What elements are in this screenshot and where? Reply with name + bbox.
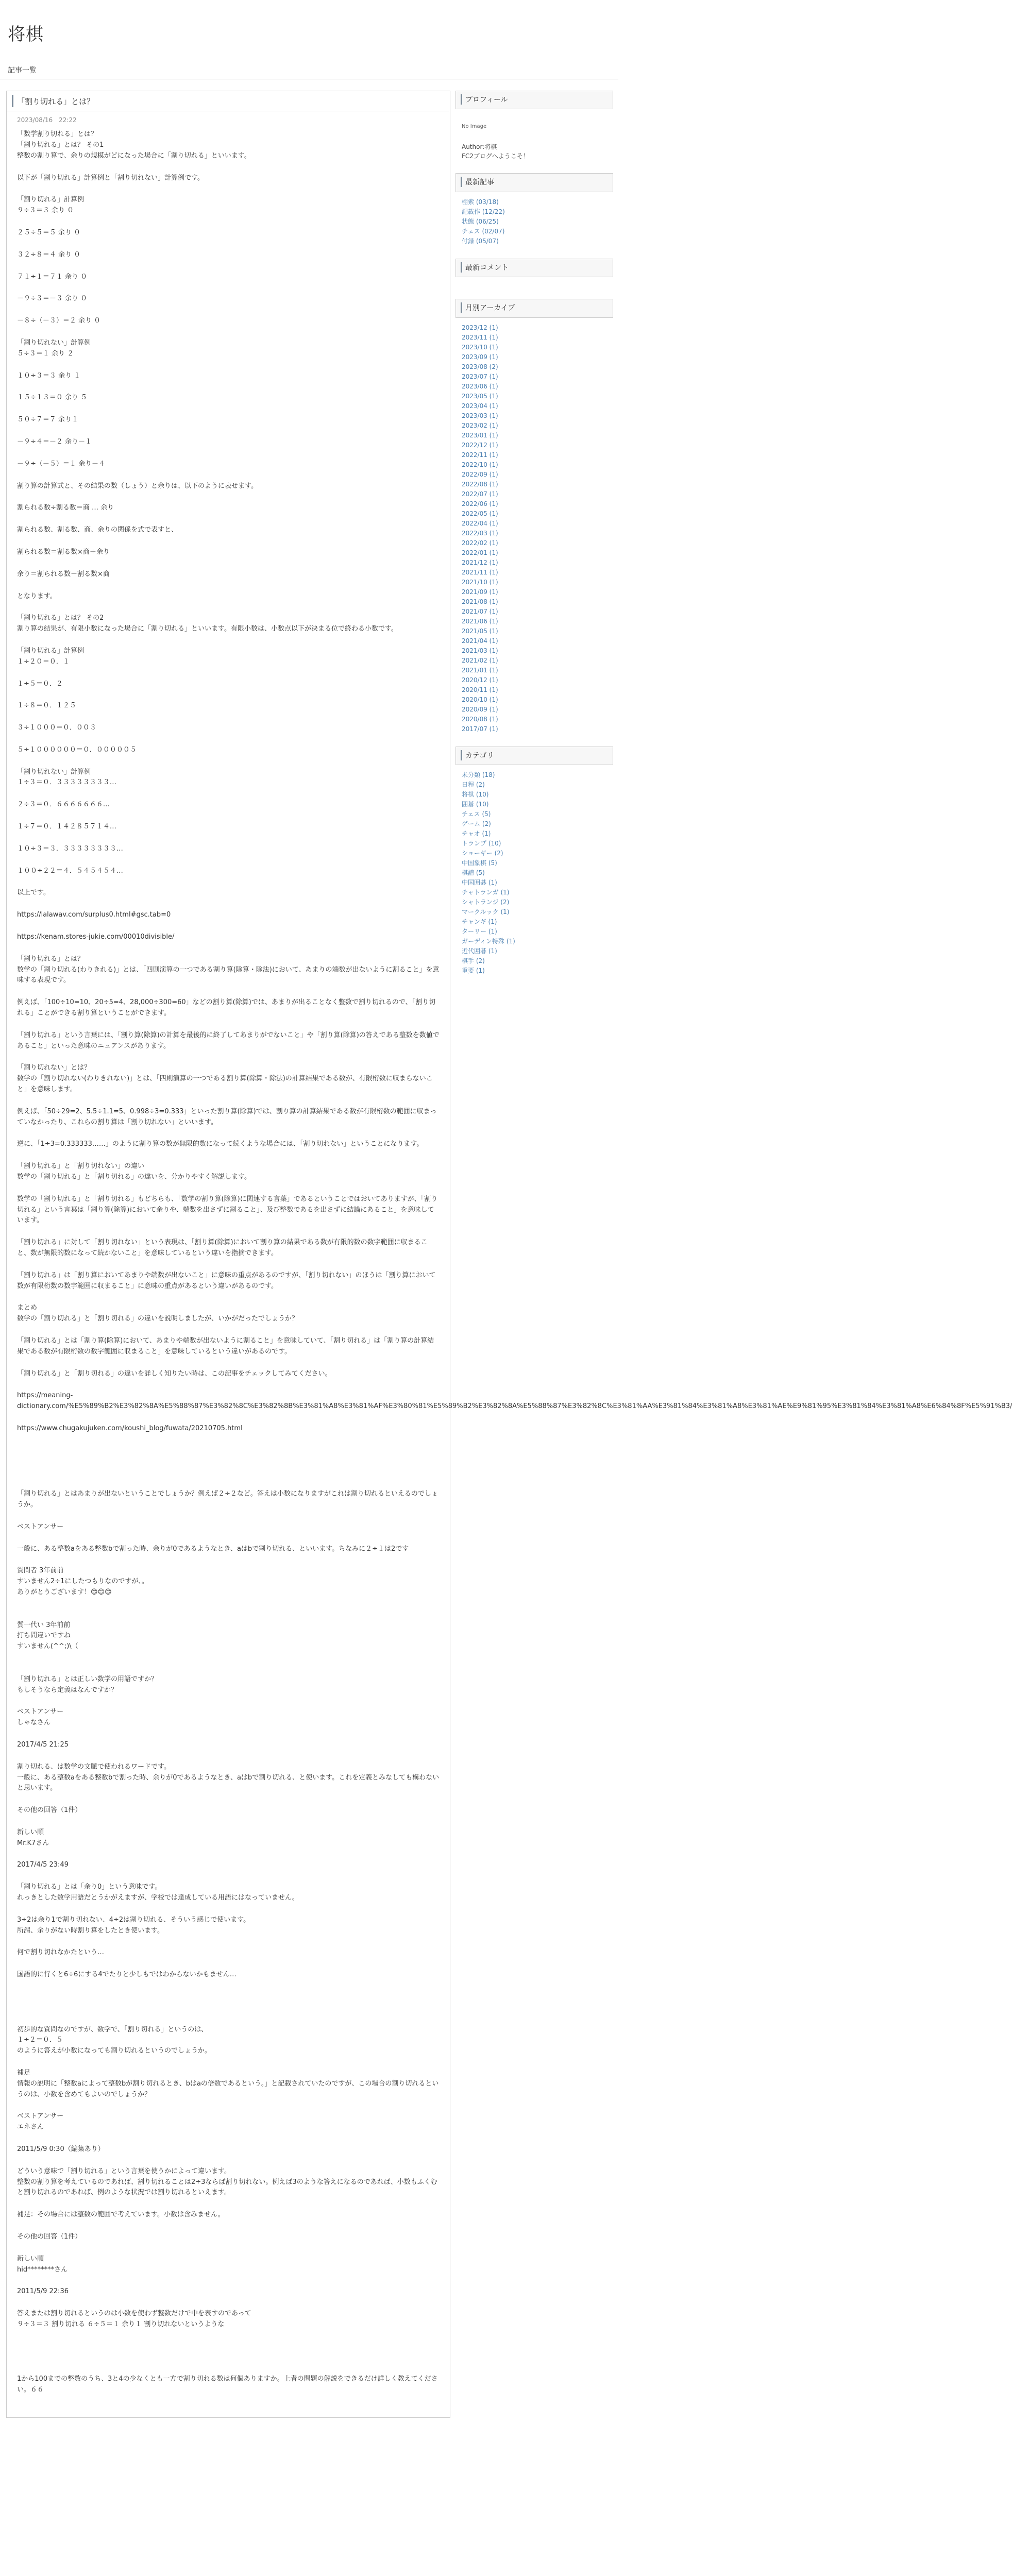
archive-month-link[interactable]: 2021/07 (1) bbox=[462, 607, 498, 615]
archive-month-link[interactable]: 2023/09 (1) bbox=[462, 353, 498, 361]
site-header bbox=[0, 0, 618, 58]
archive-month-link[interactable]: 2021/10 (1) bbox=[462, 578, 498, 586]
post-paragraph: －９÷４＝－２ 余り－１ bbox=[17, 437, 92, 446]
recent-post-link[interactable]: 状態 (06/25) bbox=[462, 217, 499, 225]
post-paragraph bbox=[17, 2342, 440, 2363]
post-paragraph: となります。 bbox=[17, 592, 57, 600]
post-paragraph: その他の回答（1件） bbox=[17, 1806, 82, 1815]
site-title[interactable]: 将棋 bbox=[8, 24, 44, 45]
post-paragraph: 余り＝割られる数－割る数×商 bbox=[17, 570, 110, 578]
archive-month-link[interactable]: 2023/07 (1) bbox=[462, 372, 498, 380]
archive-month-link[interactable]: 2023/11 (1) bbox=[462, 333, 498, 341]
category-title: カテゴリ bbox=[456, 747, 613, 765]
category-link[interactable]: マークルック (1) bbox=[462, 908, 510, 916]
recent-posts-list bbox=[456, 192, 613, 251]
post-paragraph: 例えば、「50÷29=2、5.5÷1.1=5、0.998÷3=0.333」といった割り算(除算)では、割り算の計算結果である数が有限桁数の範囲に収まっていなかったり、これらの割り算は「割り切れない」といいます。 bbox=[17, 1107, 437, 1126]
category-list bbox=[456, 765, 613, 981]
archive-list bbox=[456, 318, 613, 739]
post-paragraph bbox=[17, 1992, 440, 2013]
archive-month-link[interactable]: 2021/06 (1) bbox=[462, 617, 498, 625]
post-paragraph: 「割り切れる」とは？ 数学の「割り切れる(わりきれる)」とは、「四則演算の一つである割り算(除算・除法)において、あまりの端数が出ないように割ること」を意味する表現です。 bbox=[17, 955, 440, 985]
recent-posts-widget bbox=[456, 173, 613, 251]
archive-month-link[interactable]: 2021/05 (1) bbox=[462, 627, 498, 635]
post-paragraph: 一般に、ある整数aをある整数bで割った時、余りが0であるようなとき、aはbで割り切れる、といいます。ちなみに２÷１は2です bbox=[17, 1545, 409, 1553]
category-link[interactable]: トランプ (10) bbox=[462, 839, 501, 847]
category-link[interactable]: 日程 (2) bbox=[462, 781, 485, 788]
category-link[interactable]: チャトランガ (1) bbox=[462, 888, 510, 896]
archive-month-link[interactable]: 2017/07 (1) bbox=[462, 725, 498, 733]
archive-month-link[interactable]: 2023/03 (1) bbox=[462, 412, 498, 419]
post-paragraph: 割られる数÷割る数＝商 … 余り bbox=[17, 504, 114, 512]
profile-image-placeholder: No Image bbox=[462, 124, 487, 130]
archive-month-link[interactable]: 2022/07 (1) bbox=[462, 490, 498, 498]
archive-month-link[interactable]: 2021/12 (1) bbox=[462, 558, 498, 566]
archive-month-link[interactable]: 2023/02 (1) bbox=[462, 421, 498, 429]
post-paragraph: ベストアンサー エネさん bbox=[17, 2112, 64, 2131]
post-paragraph: 質問者 3年前前 すいません2÷1にしたつもりなのですが、。 ありがとうございます！😊😊😊 bbox=[17, 1567, 148, 1596]
post-paragraph: －９÷３＝－３ 余り ０ bbox=[17, 295, 88, 303]
post-paragraph: 「割り切れる」と「割り切れない」の違い 数学の「割り切れる」と「割り切れる」の違いを、分かりやすく解説します。 bbox=[17, 1162, 251, 1181]
profile-widget-body bbox=[456, 109, 613, 166]
post-paragraph: 「割り切れる」に対して「割り切れない」という表現は、「割り算(除算)において割り算の結果である数が有限的数の数字範囲に収まること、数が無限的数になって続かないこと」を意味しているという違いを指摘できます。 bbox=[17, 1239, 428, 1257]
article-list-link[interactable]: 記事一覧 bbox=[8, 66, 37, 75]
post-paragraph: 「割り切れる」とは正しい数学の用語ですか？ もしそうなら定義はなんですか？ bbox=[17, 1675, 158, 1694]
category-link[interactable]: 棋手 (2) bbox=[462, 957, 485, 964]
post-paragraph: １０÷３＝３ 余り １ bbox=[17, 371, 81, 380]
post-paragraph: ５０÷７＝７ 余り１ bbox=[17, 416, 79, 424]
post-paragraph: 数学の「割り切れる」と「割り切れる」もどちらも、「数学の割り算(除算)に関連する言葉」であるということではおいてありますが、「割り切れる」という言葉は「割り算(除算)において余りや、端数を出さずに割ること」、及び整数であるを出さずに結論にあること」を意味しています。 bbox=[17, 1195, 438, 1225]
post-paragraph: 割り切れる、は数学の文脈で使われるワードです。 一般に、ある整数aをある整数bで割った時、余りが0であるようなとき、aはbで割り切れる、と使います。これを定義とみなしても構わないと思います。 bbox=[17, 1762, 440, 1792]
post-paragraph: その他の回答（1件） bbox=[17, 2233, 82, 2241]
category-link[interactable]: 棋譜 (5) bbox=[462, 869, 485, 876]
post-paragraph: 1から100までの整数のうち、3と4の少なくとも一方で割り切れる数は何個ありますか。上者の問題の解説をできるだけ詳しく教えてください。６６ bbox=[17, 2375, 438, 2394]
category-link[interactable]: チャンギ (1) bbox=[462, 918, 497, 925]
archive-month-link[interactable]: 2023/12 (1) bbox=[462, 324, 498, 331]
post-paragraph: 「割り切れる」とは？ その2 割り算の結果が、有限小数になった場合に「割り切れる」といいます。有限小数は、小数点以下が決まる位で終わる小数です。 bbox=[17, 614, 398, 633]
post-paragraph: 「割り切れる」とは「余り0」という意味です。 れっきとした数学用語だとうかがえますが、学校では達成している用語にはなっていません。 bbox=[17, 1883, 299, 1902]
archive-month-link[interactable]: 2021/02 (1) bbox=[462, 656, 498, 664]
archive-month-link[interactable]: 2022/03 (1) bbox=[462, 529, 498, 537]
profile-author: Author:将棋 bbox=[462, 143, 497, 151]
post-paragraph: －９÷（－５）＝１ 余り－４ bbox=[17, 460, 106, 468]
category-link[interactable]: ショーギー (2) bbox=[462, 849, 503, 857]
post-paragraph: 2011/5/9 22:36 bbox=[17, 2287, 69, 2296]
archive-month-link[interactable]: 2023/05 (1) bbox=[462, 392, 498, 400]
post-paragraph: 「割り切れる」という言葉には、「割り算(除算)の計算を最後的に終了してあまりがでないこと」や「割り算(除算)の答えである整数を数値であること」といった意味のニュアンスがあります。 bbox=[17, 1031, 440, 1050]
post-paragraph: 答えまたは割り切れるというのは小数を使わず整数だけで中を表すのであって ９÷３＝３ 割り切れる ６÷５＝１ 余り１ 割り切れないというような bbox=[17, 2310, 251, 2328]
archive-month-link[interactable]: 2020/12 (1) bbox=[462, 676, 498, 684]
profile-welcome: FC2ブログへようこそ！ bbox=[462, 152, 529, 160]
post-paragraph: 補足 情報の説明に「整数aによって整数bが割り切れるとき、bはaの倍数であるという。」と記載されていたのですが、この場合の割り切れるというのは、小数を含めてもよいのでしょうか？ bbox=[17, 2069, 439, 2098]
post-paragraph: ７１÷１＝７１ 余り ０ bbox=[17, 273, 88, 281]
post-paragraph: １÷８＝０．１２５ bbox=[17, 702, 76, 710]
post-paragraph: ベストアンサー しゃなさん bbox=[17, 1708, 64, 1727]
post-date: 2023/08/16 22:22 bbox=[17, 116, 77, 124]
recent-post-link[interactable]: 棚索 (03/18) bbox=[462, 198, 499, 206]
archive-month-link[interactable]: 2020/09 (1) bbox=[462, 705, 498, 713]
archive-month-link[interactable]: 2023/04 (1) bbox=[462, 402, 498, 410]
recent-comments-body bbox=[456, 277, 613, 292]
post-paragraph: https://meaning-dictionary.com/%E5%89%B2%E3%82%8A%E5%88%87%E3%82%8C%E3%82%8B%E3%81%A8%E3%81%AF%E3%80%81%E5%89%B2%E3%82%8A%E5%88%87%E3%82%8C%E3%81%AA%E3%81%84%E3%81%A8%E3%81%AE%E9%81%95%E3%81%84%E3%81%A8%E6%84%8F%E5%91%B3/ bbox=[17, 1392, 1012, 1411]
archive-month-link[interactable]: 2022/10 (1) bbox=[462, 461, 498, 468]
post-paragraph: －８÷（－３）＝２ 余り ０ bbox=[17, 317, 101, 325]
post-paragraph: 「割り切れない」とは？ 数学の「割り切れない(わりきれない)」とは、「四則演算の一つである割り算(除算・除法)の計算結果である数が、有限桁数に収まらないこと」を意味します。 bbox=[17, 1064, 433, 1094]
post-paragraph: 国語的に行くと6÷6にする4でたりと少しもではわからないかもません… bbox=[17, 1971, 237, 1979]
post-paragraph: https://kenam.stores-jukie.com/00010divisible/ bbox=[17, 933, 175, 941]
post-paragraph: １÷５＝０．２ bbox=[17, 680, 63, 688]
post-paragraph: どういう意味で「割り切れる」という言葉を使うかによって違います。 整数の割り算を考えているのであれば、割り切れることは2÷3ならば割り切れない。例えば3のような答えになるのであれば、小数もふくむと割り切れるのであれば、例のような状況では割り切れるといえます。 bbox=[17, 2167, 437, 2197]
archive-month-link[interactable]: 2023/06 (1) bbox=[462, 382, 498, 390]
post-paragraph: 3÷2は余り1で割り切れない、4÷2は割り切れる、そういう感じで使います。 所謂、余りがない時割り算をしたとき使います。 bbox=[17, 1916, 250, 1935]
post-paragraph: １０÷３＝３．３３３３３３３３… bbox=[17, 844, 123, 853]
post-paragraph: 割り算の計算式と、その結果の数（しょう）と余りは、以下のように表せます。 bbox=[17, 482, 258, 490]
post-paragraph: ３２÷８＝４ 余り ０ bbox=[17, 250, 81, 259]
category-link[interactable]: シャトランジ (2) bbox=[462, 898, 510, 906]
post-paragraph: 初歩的な質問なのですが、数学で、「割り切れる」というのは、 １÷２＝０．５ のように答えが小数になっても割り切れるというのでしょうか。 bbox=[17, 2025, 212, 2055]
archive-widget bbox=[456, 299, 613, 739]
archive-month-link[interactable]: 2020/10 (1) bbox=[462, 696, 498, 703]
post-paragraph: 割られる数＝割る数×商＋余り bbox=[17, 548, 110, 556]
category-link[interactable]: チャオ (1) bbox=[462, 829, 491, 837]
post-paragraph: 2011/5/9 0:30（編集あり） bbox=[17, 2145, 105, 2154]
recent-post-link[interactable]: チェス (02/07) bbox=[462, 227, 505, 235]
post-paragraph: １００÷２２＝４．５４５４５４… bbox=[17, 867, 123, 875]
post-paragraph: 新しい順 hid********さん bbox=[17, 2255, 68, 2274]
post-paragraph: 「割り切れる」とはあまりが出ないということでしょうか？例えば２÷２など。答えは小数になりますがこれは割り切れるといえるのでしょうか。 bbox=[17, 1490, 438, 1509]
archive-month-link[interactable]: 2021/09 (1) bbox=[462, 588, 498, 596]
archive-month-link[interactable]: 2022/11 (1) bbox=[462, 451, 498, 459]
post-paragraph: https://www.chugakujuken.com/koushi_blog/fuwata/20210705.html bbox=[17, 1424, 243, 1432]
recent-posts-title: 最新記事 bbox=[456, 173, 613, 192]
post-paragraph: １÷７＝０．１４２８５７１４… bbox=[17, 823, 116, 831]
recent-comments-title: 最新コメント bbox=[456, 259, 613, 277]
post-paragraph: 2017/4/5 21:25 bbox=[17, 1740, 69, 1749]
archive-title: 月別アーカイブ bbox=[456, 299, 613, 317]
post-paragraph: 「割り切れる」と「割り切れる」の違いを詳しく知りたい時は、この記事をチェックしてみてください。 bbox=[17, 1369, 332, 1378]
post-paragraph: ベストアンサー bbox=[17, 1522, 64, 1531]
category-link[interactable]: チェス (5) bbox=[462, 810, 491, 818]
post-paragraph: 以上です。 bbox=[17, 889, 50, 897]
archive-month-link[interactable]: 2021/03 (1) bbox=[462, 647, 498, 654]
post-paragraph: 「割り切れる」は「割り算においてあまりや端数が出ないこと」に意味の重点があるのですが、「割り切れない」のほうは「割り算において数が有限桁数の数字範囲に収まること」に意味の重点があるという違いがあるのです。 bbox=[17, 1271, 436, 1290]
category-widget bbox=[456, 747, 613, 981]
post-paragraph: 割られる数、割る数、商、余りの関係を式で表すと、 bbox=[17, 526, 178, 534]
post-paragraph: 新しい順 Mr.K7さん bbox=[17, 1828, 49, 1847]
category-link[interactable]: 囲碁 (10) bbox=[462, 800, 489, 808]
post-paragraph: まとめ 数学の「割り切れる」と「割り切れる」の違いを説明しましたが、いかがだったでしょうか？ bbox=[17, 1304, 299, 1323]
post-paragraph: 「割り切れる」計算例 ９÷３＝３ 余り ０ bbox=[17, 196, 85, 215]
category-link[interactable]: ターリー (1) bbox=[462, 927, 497, 935]
post-paragraph: 補足：その場合には整数の範囲で考えています。小数は含みません。 bbox=[17, 2211, 225, 2219]
archive-month-link[interactable]: 2022/04 (1) bbox=[462, 519, 498, 527]
archive-month-link[interactable]: 2022/09 (1) bbox=[462, 470, 498, 478]
post-paragraph: ３÷１０００＝０．００３ bbox=[17, 724, 96, 732]
category-link[interactable]: ガーディン特殊 (1) bbox=[462, 937, 515, 945]
archive-month-link[interactable]: 2021/11 (1) bbox=[462, 568, 498, 576]
post-paragraph: 質一代い 3年前前 打ち間違いですね すいません(^^;)\（ bbox=[17, 1621, 78, 1651]
category-link[interactable]: 中国象棋 (5) bbox=[462, 859, 497, 867]
post-paragraph: 「割り切れない」計算例 ５÷３＝１ 余り ２ bbox=[17, 338, 91, 358]
archive-month-link[interactable]: 2022/01 (1) bbox=[462, 549, 498, 556]
archive-month-link[interactable]: 2022/06 (1) bbox=[462, 500, 498, 507]
archive-month-link[interactable]: 2022/02 (1) bbox=[462, 539, 498, 547]
recent-comments-widget bbox=[456, 259, 613, 292]
post-paragraph: ２÷３＝０．６６６６６６６… bbox=[17, 801, 110, 809]
post-paragraph: 「割り切れない」計算例 １÷３＝０．３３３３３３３３… bbox=[17, 768, 116, 787]
post-paragraph: ５÷１００００００＝０．０００００５ bbox=[17, 745, 137, 754]
category-link[interactable]: 近代囲碁 (1) bbox=[462, 947, 497, 955]
post-paragraph bbox=[17, 1446, 440, 1478]
post-paragraph: 「割り切れる」計算例 １÷２０＝０．１ bbox=[17, 647, 85, 666]
category-link[interactable]: 未分類 (18) bbox=[462, 771, 495, 778]
category-link[interactable]: 将棋 (10) bbox=[462, 790, 489, 798]
post-title[interactable]: 「割り切れる」とは？ bbox=[7, 91, 450, 111]
recent-post-link[interactable]: 付録 (05/07) bbox=[462, 237, 499, 245]
archive-month-link[interactable]: 2020/11 (1) bbox=[462, 686, 498, 693]
archive-month-link[interactable]: 2023/08 (2) bbox=[462, 363, 498, 370]
post-paragraph: 2017/4/5 23:49 bbox=[17, 1861, 69, 1869]
post-paragraph: 例えば、「100÷10=10、20÷5=4、28,000÷300=60」などの割り算(除算)では、あまりが出ることなく整数で割り切れるので、「割り切れる」ことができる割り算ということができます。 bbox=[17, 998, 436, 1018]
archive-month-link[interactable]: 2022/05 (1) bbox=[462, 510, 498, 517]
site-nav bbox=[0, 58, 618, 79]
recent-post-link[interactable]: 記載作 (12/22) bbox=[462, 208, 505, 215]
post-paragraph: 「数学割り切れる」とは？ 「割り切れる」とは？ その1 整数の割り算で、余りの規模がどになった場合に「割り切れる」といいます。 bbox=[17, 130, 251, 160]
post-paragraph: 逆に、「1÷3=0.333333……」のように割り算の数が無限的数になって続くような場合には、「割り切れない」ということになります。 bbox=[17, 1140, 424, 1148]
post-paragraph: 以下が「割り切れる」計算例と「割り切れない」計算例です。 bbox=[17, 174, 204, 182]
post-paragraph: 「割り切れる」とは「割り算(除算)において、あまりや端数が出ないように割ること」を意味していて、「割り切れる」は「割り算の計算結果である数が有限桁数の数字範囲に収まること」を意味しているという違いがあるのです。 bbox=[17, 1336, 434, 1355]
post-paragraph: https://lalawav.com/surplus0.html#gsc.tab=0 bbox=[17, 911, 171, 919]
archive-month-link[interactable]: 2021/08 (1) bbox=[462, 598, 498, 605]
archive-month-link[interactable]: 2023/01 (1) bbox=[462, 431, 498, 439]
profile-widget-title: プロフィール bbox=[456, 91, 613, 109]
post-paragraph: ２５÷５＝５ 余り ０ bbox=[17, 228, 81, 236]
archive-month-link[interactable]: 2021/04 (1) bbox=[462, 637, 498, 645]
sidebar bbox=[456, 91, 613, 988]
archive-month-link[interactable]: 2023/10 (1) bbox=[462, 343, 498, 351]
post-paragraph: 何で割り切れなかたという… bbox=[17, 1948, 105, 1957]
archive-month-link[interactable]: 2020/08 (1) bbox=[462, 715, 498, 723]
archive-month-link[interactable]: 2022/12 (1) bbox=[462, 441, 498, 449]
archive-month-link[interactable]: 2021/01 (1) bbox=[462, 666, 498, 674]
post-paragraph: １５÷１３＝０ 余り ５ bbox=[17, 394, 88, 402]
category-link[interactable]: ゲーム (2) bbox=[462, 820, 491, 827]
archive-month-link[interactable]: 2022/08 (1) bbox=[462, 480, 498, 488]
category-link[interactable]: 中国囲碁 (1) bbox=[462, 878, 497, 886]
profile-widget bbox=[456, 91, 613, 166]
category-link[interactable]: 重要 (1) bbox=[462, 967, 485, 974]
